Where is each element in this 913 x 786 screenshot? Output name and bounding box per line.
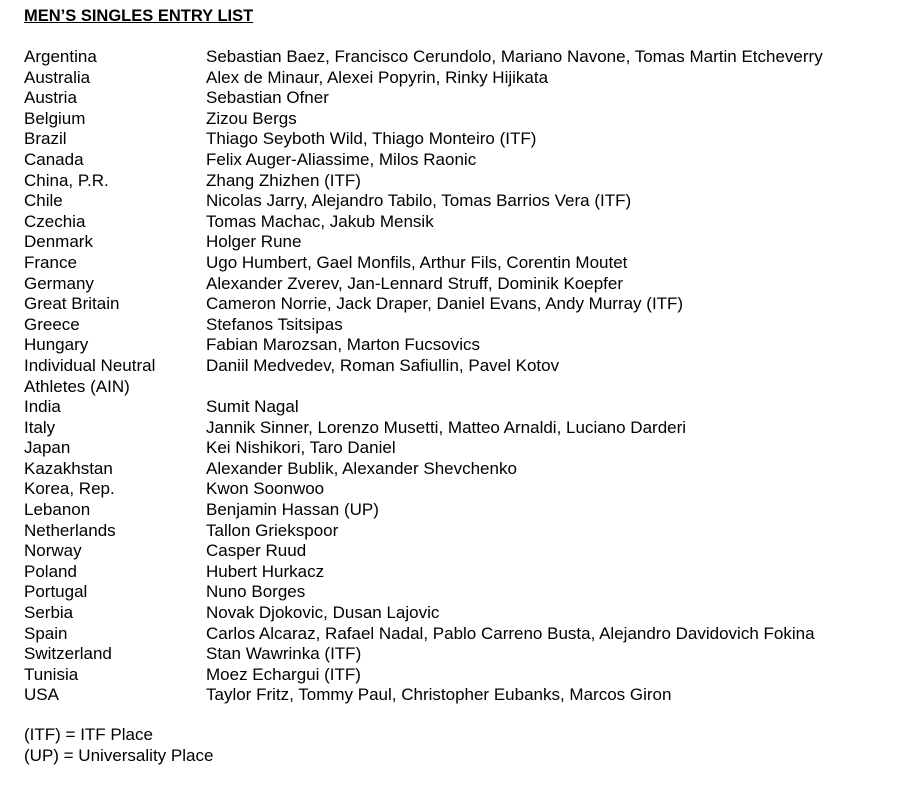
country-name: Spain [24, 623, 68, 643]
country-name: Switzerland [24, 644, 112, 664]
player-names: Carlos Alcaraz, Rafael Nadal, Pablo Carreno Busta, Alejandro Davidovich Fokina [206, 623, 815, 643]
player-names: Stan Wawrinka (ITF) [206, 644, 362, 664]
document-page [24, 6, 904, 766]
country-name: Denmark [24, 232, 93, 252]
entry-row [24, 294, 904, 315]
country-name: Czechia [24, 211, 86, 231]
player-names: Alex de Minaur, Alexei Popyrin, Rinky Hijikata [206, 67, 549, 87]
country-name: Individual Neutral Athletes (AIN) [24, 355, 156, 396]
entry-row [24, 129, 904, 150]
country-name: USA [24, 685, 59, 705]
player-names: Alexander Zverev, Jan-Lennard Struff, Dominik Koepfer [206, 273, 624, 293]
entry-row [24, 541, 904, 562]
country-name: Chile [24, 191, 63, 211]
entry-row [24, 47, 904, 68]
player-names: Daniil Medvedev, Roman Safiullin, Pavel Kotov [206, 355, 560, 375]
player-names: Nicolas Jarry, Alejandro Tabilo, Tomas Barrios Vera (ITF) [206, 191, 632, 211]
entry-row [24, 191, 904, 212]
country-name: Korea, Rep. [24, 479, 115, 499]
entry-row [24, 212, 904, 233]
entry-row [24, 603, 904, 624]
entry-row [24, 356, 904, 397]
entry-row [24, 397, 904, 418]
entry-row [24, 68, 904, 89]
entry-row [24, 582, 904, 603]
player-names: Zhang Zhizhen (ITF) [206, 170, 361, 190]
entry-row [24, 562, 904, 583]
player-names: Alexander Bublik, Alexander Shevchenko [206, 458, 517, 478]
player-names: Cameron Norrie, Jack Draper, Daniel Evans, Andy Murray (ITF) [206, 294, 684, 314]
player-names: Casper Ruud [206, 541, 307, 561]
entry-row [24, 253, 904, 274]
country-name: Canada [24, 149, 84, 169]
country-name: India [24, 397, 61, 417]
player-names: Tallon Griekspoor [206, 520, 339, 540]
country-name: Tunisia [24, 664, 79, 684]
country-name: Netherlands [24, 520, 116, 540]
entry-row [24, 274, 904, 295]
entry-row [24, 109, 904, 130]
page-title: MEN’S SINGLES ENTRY LIST [24, 7, 254, 25]
country-name: Argentina [24, 47, 97, 66]
country-name: Norway [24, 541, 82, 561]
legend-line: (ITF) = ITF Place [24, 725, 153, 744]
legend [24, 725, 904, 766]
player-names: Nuno Borges [206, 582, 306, 602]
country-name: Great Britain [24, 294, 120, 314]
country-name: Austria [24, 88, 77, 108]
country-name: Kazakhstan [24, 458, 113, 478]
entry-row [24, 665, 904, 686]
country-name: Portugal [24, 582, 88, 602]
country-name: Hungary [24, 335, 89, 355]
player-names: Jannik Sinner, Lorenzo Musetti, Matteo Arnaldi, Luciano Darderi [206, 417, 687, 437]
player-names: Novak Djokovic, Dusan Lajovic [206, 603, 440, 623]
player-names: Tomas Machac, Jakub Mensik [206, 211, 434, 231]
country-name: France [24, 252, 77, 272]
player-names: Sumit Nagal [206, 397, 299, 417]
entry-row [24, 335, 904, 356]
player-names: Sebastian Baez, Francisco Cerundolo, Mariano Navone, Tomas Martin Etcheverry [206, 47, 823, 66]
entry-row [24, 521, 904, 542]
player-names: Holger Rune [206, 232, 302, 252]
player-names: Benjamin Hassan (UP) [206, 500, 379, 520]
entry-row [24, 624, 904, 645]
player-names: Fabian Marozsan, Marton Fucsovics [206, 335, 480, 355]
player-names: Ugo Humbert, Gael Monfils, Arthur Fils, Corentin Moutet [206, 252, 628, 272]
country-name: China, P.R. [24, 170, 109, 190]
country-name: Germany [24, 273, 94, 293]
player-names: Thiago Seyboth Wild, Thiago Monteiro (ITF) [206, 129, 537, 149]
country-name: Brazil [24, 129, 67, 149]
entry-row [24, 500, 904, 521]
entry-row [24, 644, 904, 665]
country-name: Japan [24, 438, 71, 458]
country-name: Italy [24, 417, 56, 437]
country-name: Australia [24, 67, 91, 87]
player-names: Sebastian Ofner [206, 88, 329, 108]
entry-row [24, 232, 904, 253]
country-name: Greece [24, 314, 80, 334]
player-names: Stefanos Tsitsipas [206, 314, 343, 334]
player-names: Kei Nishikori, Taro Daniel [206, 438, 396, 458]
entry-row [24, 479, 904, 500]
legend-line: (UP) = Universality Place [24, 745, 214, 765]
player-names: Zizou Bergs [206, 108, 297, 128]
country-name: Poland [24, 561, 77, 581]
entry-list [24, 47, 904, 706]
entry-row [24, 171, 904, 192]
player-names: Hubert Hurkacz [206, 561, 325, 581]
player-names: Moez Echargui (ITF) [206, 664, 361, 684]
entry-row [24, 418, 904, 439]
country-name: Lebanon [24, 500, 91, 520]
entry-row [24, 315, 904, 336]
player-names: Kwon Soonwoo [206, 479, 325, 499]
entry-row [24, 685, 904, 706]
player-names: Felix Auger-Aliassime, Milos Raonic [206, 149, 477, 169]
country-name: Belgium [24, 108, 86, 128]
entry-row [24, 459, 904, 480]
entry-row [24, 438, 904, 459]
entry-row [24, 150, 904, 171]
player-names: Taylor Fritz, Tommy Paul, Christopher Eubanks, Marcos Giron [206, 685, 672, 705]
country-name: Serbia [24, 603, 74, 623]
entry-row [24, 88, 904, 109]
